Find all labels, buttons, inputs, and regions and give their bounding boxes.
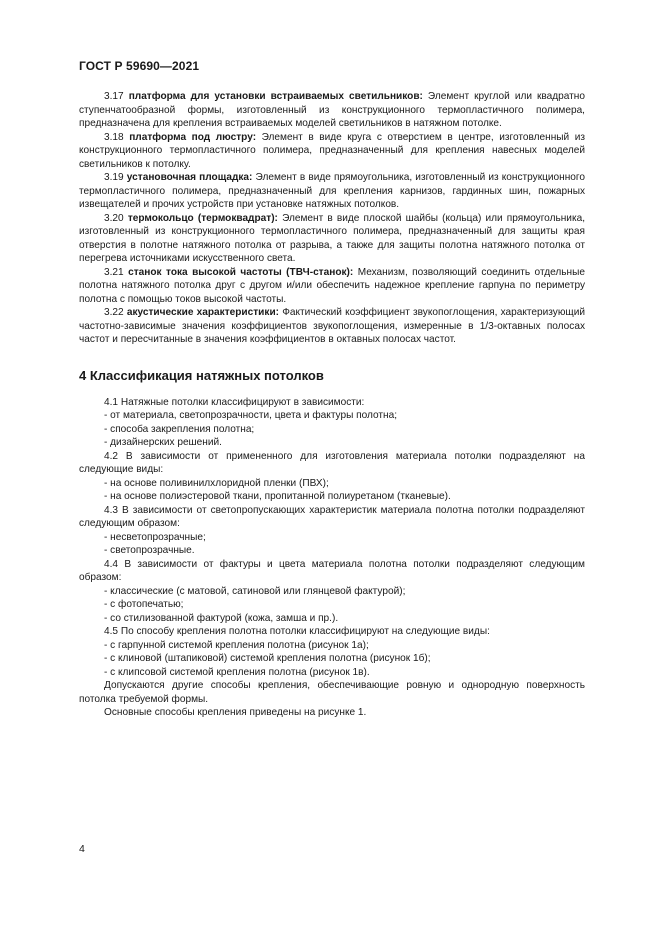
definition-term: платформа под люстру: <box>129 131 257 143</box>
definition-term: платформа для установки встраиваемых светильников: <box>128 91 423 102</box>
document-code: ГОСТ Р 59690—2021 <box>79 59 200 73</box>
list-item: - способа закрепления полотна; <box>104 423 255 435</box>
paragraph: 4.1 Натяжные потолки классифицируют в зависимости: <box>104 396 365 408</box>
list-item: - несветопрозрачные; <box>104 531 206 543</box>
definition-3-20 <box>79 212 585 266</box>
definition-number: 3.17 <box>104 91 124 102</box>
list-item: - классические (с матовой, сатиновой или глянцевой фактурой); <box>104 585 406 597</box>
definition-3-18 <box>79 131 585 172</box>
list-item: - на основе полиэстеровой ткани, пропитанной полиуретаном (тканевые). <box>104 491 451 502</box>
definition-term: акустические характеристики: <box>126 307 280 318</box>
definition-3-22 <box>79 306 585 347</box>
definition-text: Фактический коэффициент звукопоглощения, характеризующий частотно-зависимые значения коэффициентов звукопоглощения, измеренные в 1/3-октавных полосах частот и пересчитанные в значения коэффициентов в октавных полосах частот. <box>79 307 585 345</box>
paragraph: 4.5 По способу крепления полотна потолки классифицируют на следующие виды: <box>104 626 490 637</box>
list-item: - от материала, светопрозрачности, цвета и фактуры полотна; <box>104 410 398 421</box>
definition-text: Элемент в виде прямоугольника, изготовленный из конструкционного термопластичного полимера, предназначенный для крепления карнизов, гардинных шин, пожарных извещателей и прочих устройств при установке натяжных потолков. <box>79 172 585 210</box>
definition-3-21 <box>79 266 585 307</box>
list-item: - на основе поливинилхлоридной пленки (ПВХ); <box>104 477 329 489</box>
paragraph: Допускаются другие способы крепления, обеспечивающие ровную и однородную поверхность потолка требуемой формы. <box>79 680 585 705</box>
paragraph: Основные способы крепления приведены на рисунке 1. <box>104 707 367 718</box>
definition-3-17 <box>79 90 585 131</box>
paragraph: 4.4 В зависимости от фактуры и цвета материала полотна потолки подразделяют следующим образом: <box>79 558 585 583</box>
list-item: - с фотопечатью; <box>104 599 184 610</box>
definition-term: станок тока высокой частоты (ТВЧ-станок): <box>128 266 354 278</box>
paragraph: 4.3 В зависимости от светопропускающих характеристик материала полотна потолки подразделяют следующим образом: <box>79 504 585 529</box>
list-item: - со стилизованной фактурой (кожа, замша и пр.). <box>104 612 339 624</box>
page-number: 4 <box>79 843 85 855</box>
page-content <box>79 90 585 720</box>
definition-number: 3.22 <box>104 307 124 318</box>
list-item: - дизайнерских решений. <box>104 437 222 448</box>
definition-number: 3.18 <box>104 131 124 143</box>
list-item: - с клипсовой системой крепления полотна (рисунок 1в). <box>104 666 370 678</box>
paragraph: 4.2 В зависимости от примененного для изготовления материала потолки подразделяют на следующие виды: <box>79 450 585 475</box>
definition-term: установочная площадка: <box>126 172 253 183</box>
definition-term: термокольцо (термоквадрат): <box>127 212 278 224</box>
list-item: - светопрозрачные. <box>104 545 195 556</box>
definition-text: Элемент круглой или квадратно ступенчатообразной формы, изготовленный из конструкционного термопластичного полимера, предназначена для крепления встраиваемых моделей светильников в натяжном потолке. <box>79 91 585 129</box>
definition-number: 3.21 <box>104 266 124 278</box>
list-item: - с гарпунной системой крепления полотна (рисунок 1а); <box>104 639 369 651</box>
definition-text: Элемент в виде плоской шайбы (кольца) или прямоугольника, изготовленный из конструкционного термопластичного полимера, предназначенный для защиты края отверстия в полотне натяжного потолка от разрыва, а также для защиты полотна натяжного потолка от перегрева источниками искусственного света. <box>79 212 585 264</box>
definition-text: Механизм, позволяющий соединить отдельные полотна натяжного потолка друг с другом и/или обеспечить надежное крепление гарпуна по периметру полотна с помощью токов высокой частоты. <box>79 266 585 305</box>
list-item: - с клиновой (штапиковой) системой крепления полотна (рисунок 1б); <box>104 653 431 664</box>
definition-number: 3.19 <box>104 172 124 183</box>
definition-text: Элемент в виде круга с отверстием в центре, изготовленный из конструкционного термопластичного полимера, предназначенный для крепления навесных моделей светильников к потолку. <box>79 131 585 170</box>
definition-number: 3.20 <box>104 212 124 224</box>
section-heading: 4 Классификация натяжных потолков <box>79 367 324 383</box>
definition-3-19 <box>79 171 585 212</box>
